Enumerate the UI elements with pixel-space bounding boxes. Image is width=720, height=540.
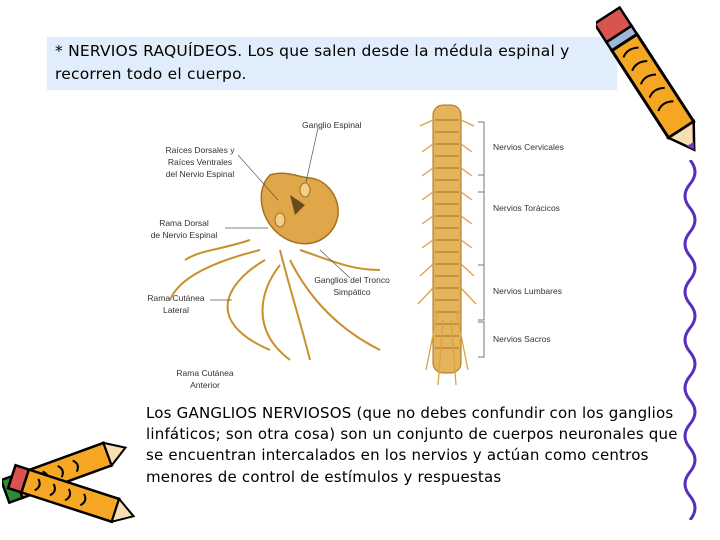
label-rama-dorsal-2: de Nervio Espinal — [150, 230, 218, 240]
label-ganglios-tronco-1: Ganglios del Tronco — [314, 275, 390, 285]
label-raices-1: Raíces Dorsales y — [165, 145, 235, 155]
label-nervios-lumbares: Nervios Lumbares — [493, 286, 562, 296]
label-raices-2: Raíces Ventrales — [167, 157, 233, 167]
heading-box — [47, 37, 617, 90]
ganglios-paragraph: Los GANGLIOS NERVIOSOS (que no debes confundir con los ganglios linfáticos; son otra cosa) son un conjunto de cuerpos neuronales que se encuentran intercalados en los nervios y actúan como centros menores de control de estímulos y respuestas — [146, 404, 678, 486]
label-ganglios-tronco-2: Simpático — [333, 287, 371, 297]
label-nervios-cervicales: Nervios Cervicales — [493, 142, 564, 152]
label-rama-anterior-2: Anterior — [190, 380, 220, 390]
label-rama-anterior-1: Rama Cutánea — [176, 368, 234, 378]
label-nervios-toracicos: Nervios Torácicos — [493, 203, 560, 213]
label-rama-lateral-2: Lateral — [163, 305, 189, 315]
spinal-nerves-figure — [140, 100, 580, 390]
label-ganglio-espinal: Ganglio Espinal — [302, 120, 362, 130]
label-rama-dorsal-1: Rama Dorsal — [159, 218, 209, 228]
crossed-pencils-icon — [2, 432, 142, 532]
label-raices-3: del Nervio Espinal — [165, 169, 235, 179]
heading-text: * NERVIOS RAQUÍDEOS. Los que salen desde la médula espinal y recorren todo el cuerpo. — [55, 42, 570, 83]
label-rama-lateral-1: Rama Cutánea — [147, 293, 205, 303]
label-nervios-sacros: Nervios Sacros — [493, 334, 551, 344]
pencil-icon — [596, 2, 708, 164]
